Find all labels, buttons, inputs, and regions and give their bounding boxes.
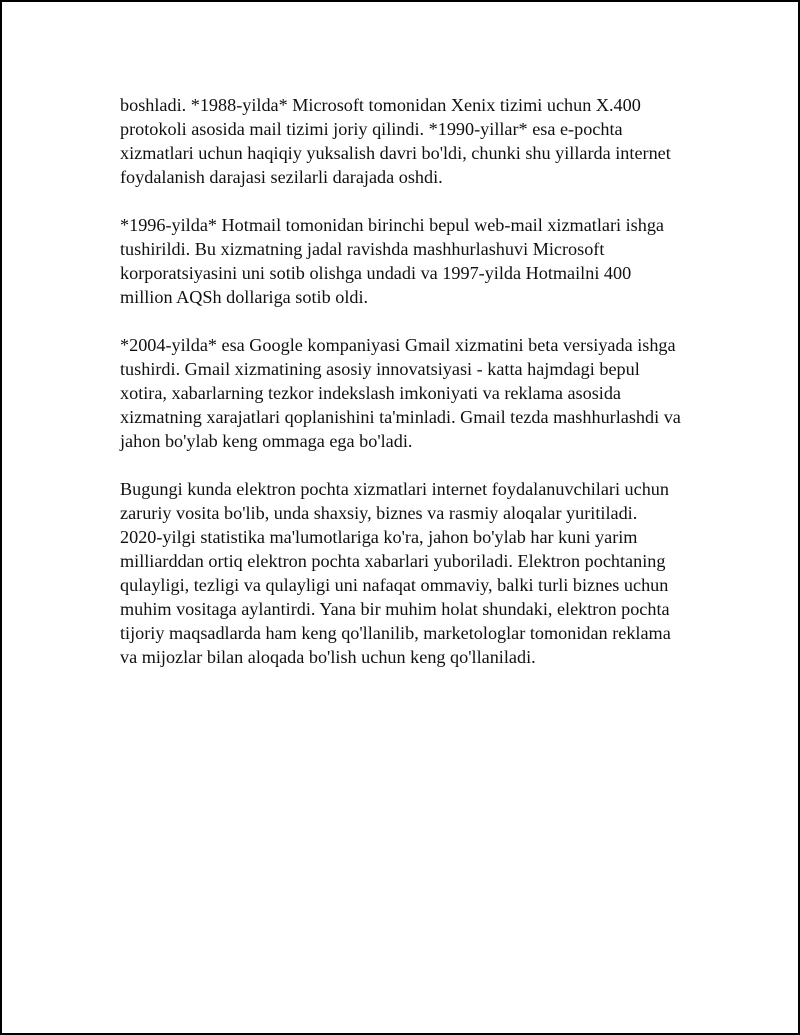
text-line: xotira, xabarlarning tezkor indekslash imkoniyati va reklama asosida <box>120 383 622 403</box>
text-line: xizmatning xarajatlari qoplanishini ta'minladi. Gmail tezda mashhurlashdi va <box>120 407 681 427</box>
text-line: Bugungi kunda elektron pochta xizmatlari internet foydalanuvchilari uchun <box>120 479 669 499</box>
text-line: protokoli asosida mail tizimi joriy qilindi. *1990-yillar* esa e-pochta <box>120 119 623 139</box>
text-line: 2020-yilgi statistika ma'lumotlariga ko'ra, jahon bo'ylab har kuni yarim <box>120 527 638 547</box>
text-line: foydalanish darajasi sezilarli darajada oshdi. <box>120 167 443 187</box>
text-line: va mijozlar bilan aloqada bo'lish uchun keng qo'llaniladi. <box>120 647 536 667</box>
text-line: muhim vositaga aylantirdi. Yana bir muhim holat shundaki, elektron pochta <box>120 599 670 619</box>
text-line: xizmatlari uchun haqiqiy yuksalish davri bo'ldi, chunki shu yillarda internet <box>120 143 671 163</box>
text-line: korporatsiyasini uni sotib olishga undadi va 1997-yilda Hotmailni 400 <box>120 263 632 283</box>
text-line: tijoriy maqsadlarda ham keng qo'llanilib, marketologlar tomonidan reklama <box>120 623 671 643</box>
text-line: *1996-yilda* Hotmail tomonidan birinchi bepul web-mail xizmatlari ishga <box>120 215 664 235</box>
text-line: jahon bo'ylab keng ommaga ega bo'ladi. <box>120 431 413 451</box>
text-line: milliarddan ortiq elektron pochta xabarlari yuboriladi. Elektron pochtaning <box>120 551 666 571</box>
document-body <box>120 93 692 693</box>
paragraph <box>120 93 692 189</box>
text-line: tushirdi. Gmail xizmatining asosiy innovatsiyasi - katta hajmdagi bepul <box>120 359 640 379</box>
text-line: tushirildi. Bu xizmatning jadal ravishda mashhurlashuvi Microsoft <box>120 239 605 259</box>
paragraph <box>120 213 692 309</box>
paragraph <box>120 477 692 669</box>
paragraph <box>120 333 692 453</box>
text-line: million AQSh dollariga sotib oldi. <box>120 287 369 307</box>
text-line: boshladi. *1988-yilda* Microsoft tomonidan Xenix tizimi uchun X.400 <box>120 95 641 115</box>
text-line: zaruriy vosita bo'lib, unda shaxsiy, biznes va rasmiy aloqalar yuritiladi. <box>120 503 638 523</box>
text-line: qulayligi, tezligi va qulayligi uni nafaqat ommaviy, balki turli biznes uchun <box>120 575 669 595</box>
text-line: *2004-yilda* esa Google kompaniyasi Gmail xizmatini beta versiyada ishga <box>120 335 676 355</box>
